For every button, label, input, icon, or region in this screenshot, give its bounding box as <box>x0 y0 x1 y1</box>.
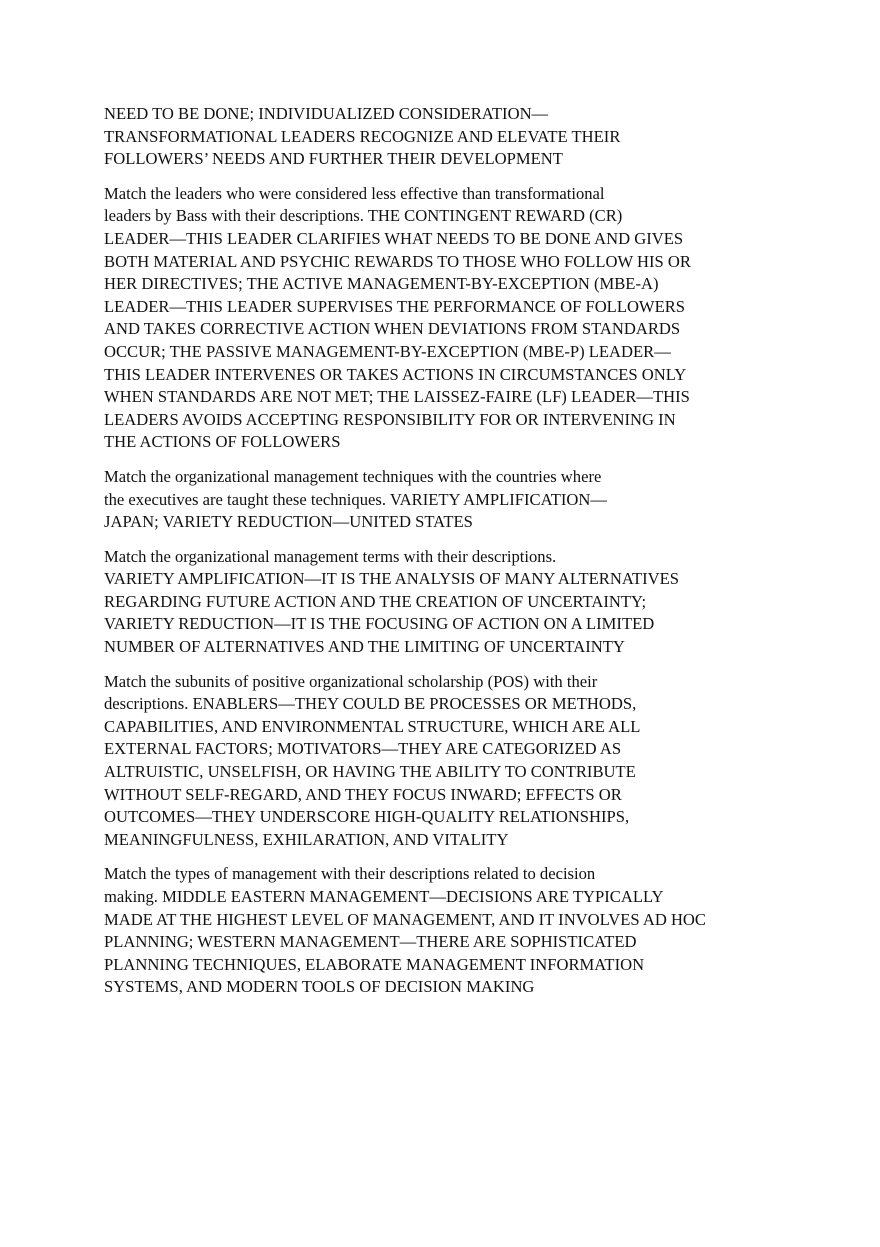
text-line: HER DIRECTIVES; THE ACTIVE MANAGEMENT-BY-EXCEPTION (MBE-A) <box>104 274 659 294</box>
text-line: FOLLOWERS’ NEEDS AND FURTHER THEIR DEVELOPMENT <box>104 149 563 169</box>
text-line: VARIETY AMPLIFICATION—IT IS THE ANALYSIS OF MANY ALTERNATIVES <box>104 569 680 589</box>
text-line: OCCUR; THE PASSIVE MANAGEMENT-BY-EXCEPTION (MBE-P) LEADER— <box>104 341 671 361</box>
text-line: CAPABILITIES, AND ENVIRONMENTAL STRUCTURE, WHICH ARE ALL <box>104 716 641 736</box>
text-line: leaders by Bass with their descriptions. THE CONTINGENT REWARD (CR) <box>104 206 623 226</box>
text-line: PLANNING TECHNIQUES, ELABORATE MANAGEMENT INFORMATION <box>104 954 645 974</box>
paragraph-pos-subunits <box>104 671 804 852</box>
paragraph-management-terms <box>104 546 804 659</box>
text-line: NEED TO BE DONE; INDIVIDUALIZED CONSIDERATION— <box>104 104 549 123</box>
text-line: VARIETY REDUCTION—IT IS THE FOCUSING OF ACTION ON A LIMITED <box>104 614 655 634</box>
text-line: Match the organizational management techniques with the countries where <box>104 466 602 486</box>
text-line: LEADER—THIS LEADER SUPERVISES THE PERFORMANCE OF FOLLOWERS <box>104 296 686 316</box>
text-line: REGARDING FUTURE ACTION AND THE CREATION OF UNCERTAINTY; <box>104 591 647 611</box>
text-line: THIS LEADER INTERVENES OR TAKES ACTIONS IN CIRCUMSTANCES ONLY <box>104 364 687 384</box>
text-line: LEADERS AVOIDS ACCEPTING RESPONSIBILITY FOR OR INTERVENING IN <box>104 409 676 429</box>
paragraph-transformational-continuation <box>104 103 804 171</box>
text-line: OUTCOMES—THEY UNDERSCORE HIGH-QUALITY RELATIONSHIPS, <box>104 807 630 827</box>
text-line: LEADER—THIS LEADER CLARIFIES WHAT NEEDS TO BE DONE AND GIVES <box>104 228 684 248</box>
document-body <box>104 103 804 1011</box>
text-line: Match the leaders who were considered less effective than transformational <box>104 183 605 203</box>
text-line: NUMBER OF ALTERNATIVES AND THE LIMITING OF UNCERTAINTY <box>104 637 625 657</box>
paragraph-management-techniques-countries <box>104 466 804 534</box>
text-line: Match the types of management with their descriptions related to decision <box>104 864 596 884</box>
text-line: JAPAN; VARIETY REDUCTION—UNITED STATES <box>104 512 473 532</box>
text-line: PLANNING; WESTERN MANAGEMENT—THERE ARE SOPHISTICATED <box>104 932 637 952</box>
text-line: TRANSFORMATIONAL LEADERS RECOGNIZE AND ELEVATE THEIR <box>104 126 621 146</box>
paragraph-less-effective-leaders <box>104 183 804 454</box>
text-line: ALTRUISTIC, UNSELFISH, OR HAVING THE ABILITY TO CONTRIBUTE <box>104 762 636 782</box>
text-line: MEANINGFULNESS, EXHILARATION, AND VITALITY <box>104 829 509 849</box>
text-line: the executives are taught these techniques. VARIETY AMPLIFICATION— <box>104 489 607 509</box>
text-line: WHEN STANDARDS ARE NOT MET; THE LAISSEZ-FAIRE (LF) LEADER—THIS <box>104 387 690 407</box>
text-line: making. MIDDLE EASTERN MANAGEMENT—DECISIONS ARE TYPICALLY <box>104 887 664 906</box>
text-line: THE ACTIONS OF FOLLOWERS <box>104 432 341 452</box>
text-line: descriptions. ENABLERS—THEY COULD BE PROCESSES OR METHODS, <box>104 694 637 714</box>
text-line: SYSTEMS, AND MODERN TOOLS OF DECISION MAKING <box>104 977 535 997</box>
text-line: BOTH MATERIAL AND PSYCHIC REWARDS TO THOSE WHO FOLLOW HIS OR <box>104 251 691 271</box>
text-line: EXTERNAL FACTORS; MOTIVATORS—THEY ARE CATEGORIZED AS <box>104 739 622 759</box>
text-line: Match the organizational management terms with their descriptions. <box>104 546 557 566</box>
text-line: Match the subunits of positive organizational scholarship (POS) with their <box>104 671 598 691</box>
text-line: AND TAKES CORRECTIVE ACTION WHEN DEVIATIONS FROM STANDARDS <box>104 319 681 339</box>
paragraph-management-types-decision <box>104 863 804 999</box>
text-line: WITHOUT SELF-REGARD, AND THEY FOCUS INWARD; EFFECTS OR <box>104 784 622 804</box>
text-line: MADE AT THE HIGHEST LEVEL OF MANAGEMENT, AND IT INVOLVES AD HOC <box>104 909 706 929</box>
